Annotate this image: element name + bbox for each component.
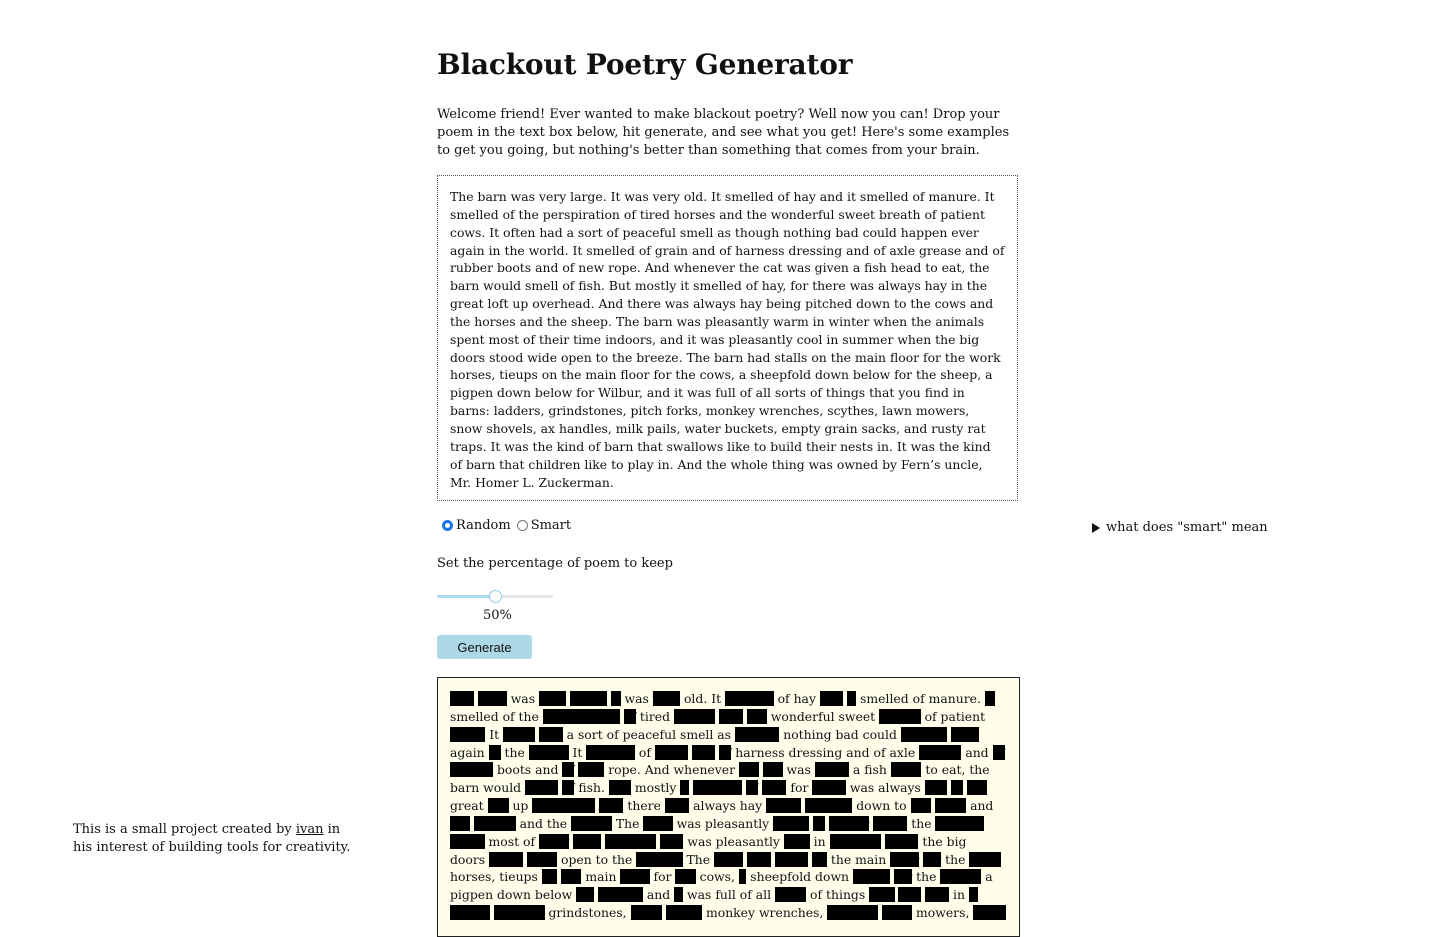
kept-text: monkey wrenches,	[702, 905, 828, 921]
blacked-out-word: grain	[654, 744, 689, 760]
kept-text: open to the	[557, 851, 637, 867]
kept-text: again	[450, 744, 489, 760]
kept-text: up	[508, 798, 533, 814]
blacked-out-word: had	[747, 851, 771, 867]
blacked-out-word: lawn	[882, 905, 913, 921]
blacked-out-word: It	[984, 691, 995, 706]
kept-text: of hay	[773, 691, 820, 706]
poem-input[interactable]: The barn was very large. It was very old. It smelled of hay and it smelled of manure. It smelled of the perspiration of tired horses and the wonderful sweet breath of patient cows. It often had a sort of peaceful smell as though nothing bad could happen ever again in the world. It smelled of grain and of harness dressing and of axle grease and of rubber boots and of new rope. And whenever the cat was given a fish head to eat, the barn would smell of fish. But mostly it smelled of hay, for there was always hay in the great loft up overhead. And there was always hay being pitched down to the cows and the horses and the sheep. The barn was pleasantly warm in winter when the animals spent most of their time indoors, and it was pleasantly cool in summer when the big doors stood wide open to the breeze. The barn had stalls on the main floor for the work horses, tieups on the main floor for the cows, a sheepfold down below for the sheep, a pigpen down below for Wilbur, and it was full of all sorts of things that you find in barns: ladders, grindstones, pitch forks, monkey wrenches, scythes, lawn mowers, snow shovels, ax handles, milk pails, water buckets, empty grain sacks, and rusty rat traps. It was the kind of barn that swallows like to build their nests in. It was the kind of barn that children like to play in. And the whole thing was owned by Fern’s uncle, Mr. Homer L. Zuckerman.	[437, 175, 1018, 501]
blacked-out-word: breath	[879, 708, 921, 724]
blacked-out-word: smell	[525, 780, 559, 796]
blacked-out-word: it	[968, 887, 978, 903]
blacked-out-word: work	[969, 851, 1001, 867]
blacked-out-word: pitched	[805, 798, 853, 814]
footer-text	[73, 821, 363, 857]
blacked-out-word: for	[923, 851, 942, 867]
blacked-out-word: the	[450, 815, 471, 831]
blacked-out-word: floor	[890, 851, 920, 867]
kept-text: nothing bad could	[779, 726, 901, 742]
blackout-output	[437, 677, 1020, 937]
kept-text: old. It	[680, 691, 726, 706]
kept-text: fish.	[574, 780, 609, 796]
blacked-out-word: very	[539, 691, 567, 706]
kept-text: the	[941, 851, 970, 867]
blacked-out-word: though	[734, 726, 780, 742]
blacked-out-word: cool	[783, 833, 810, 849]
blacked-out-word: smelled	[586, 744, 635, 760]
kept-text: and	[961, 744, 993, 760]
blacked-out-word: barn	[477, 691, 507, 706]
kept-text: wonderful sweet	[766, 708, 880, 724]
output-line	[450, 886, 1007, 904]
blacked-out-word: But	[608, 780, 631, 796]
blacked-out-word: on	[811, 851, 827, 867]
blacked-out-word: horses	[673, 708, 716, 724]
blacked-out-word: cows.	[450, 726, 486, 742]
blacked-out-word: and	[660, 833, 684, 849]
output-line	[450, 868, 1007, 886]
kept-text: tired	[635, 708, 674, 724]
blacked-out-word: large.	[570, 691, 607, 706]
blacked-out-word: warm	[773, 815, 809, 831]
blacked-out-word: you	[898, 887, 921, 903]
blacked-out-word: of	[719, 744, 732, 760]
blacked-out-word: when	[884, 833, 919, 849]
kept-text: for	[649, 869, 676, 885]
blacked-out-word: And	[598, 798, 624, 814]
blacked-out-word: that	[869, 887, 895, 903]
kept-text: a fish	[848, 762, 891, 778]
blacked-out-word: perspiration	[542, 708, 620, 724]
keep-percentage-slider[interactable]	[437, 590, 553, 602]
kept-text: pigpen down below	[450, 887, 577, 903]
kept-text: rope. And whenever	[604, 762, 739, 778]
blacked-out-word: wide	[527, 851, 558, 867]
blacked-out-word: winter	[828, 815, 870, 831]
kept-text: The	[611, 815, 644, 831]
kept-text: in	[809, 833, 830, 849]
mode-selector	[437, 518, 572, 533]
output-line	[450, 690, 1007, 708]
output-line	[450, 851, 1007, 869]
blacked-out-word: their	[539, 833, 570, 849]
blacked-out-word: of	[562, 780, 575, 796]
blacked-out-word: for	[894, 869, 913, 885]
kept-text: The	[682, 851, 715, 867]
output-line	[450, 779, 1007, 797]
random-label[interactable]: Random	[456, 518, 511, 533]
blacked-out-word: had	[539, 726, 563, 742]
blacked-out-word: there	[812, 780, 846, 796]
blacked-out-word: scythes,	[827, 905, 879, 921]
blacked-out-word: stalls	[774, 851, 808, 867]
percentage-label: Set the percentage of poem to keep	[437, 556, 673, 571]
blacked-out-word: on	[541, 869, 558, 885]
kept-text: smelled of the	[450, 708, 543, 724]
blacked-out-word: sorts	[775, 887, 807, 903]
blacked-out-word: and	[719, 708, 743, 724]
blacked-out-word: of	[992, 744, 1005, 760]
blacked-out-word: barn	[643, 815, 673, 831]
blacked-out-word: summer	[829, 833, 881, 849]
blacked-out-word: for	[576, 887, 595, 903]
kept-text: was full of all	[683, 887, 776, 903]
kept-text: It	[485, 726, 504, 742]
kept-text: was always	[845, 780, 925, 796]
blacked-out-word: in	[951, 780, 964, 796]
kept-text: was	[782, 762, 815, 778]
blacked-out-word: sheep,	[940, 869, 982, 885]
blacked-out-word: hay	[924, 780, 948, 796]
blacked-out-word: the	[675, 869, 696, 885]
blacked-out-word: the	[561, 869, 582, 885]
blacked-out-word: snow	[973, 905, 1006, 921]
author-link[interactable]: ivan	[295, 822, 324, 837]
smart-label[interactable]: Smart	[530, 518, 572, 533]
output-line	[450, 833, 1007, 851]
kept-text: horses, tieups	[450, 869, 542, 885]
blacked-out-word: the	[738, 762, 760, 778]
blacked-out-word: below	[852, 869, 891, 885]
blacked-out-word: smelled	[693, 780, 742, 796]
blacked-out-word: It	[610, 691, 621, 706]
output-line	[450, 761, 1007, 779]
blacked-out-word: the	[967, 780, 988, 796]
blacked-out-word: in	[488, 744, 501, 760]
blacked-out-word: grease	[919, 744, 962, 760]
blacked-out-word: head	[890, 762, 922, 778]
kept-text: was pleasantly	[672, 815, 774, 831]
kept-text: most of	[484, 833, 540, 849]
blacked-out-word: indoors,	[605, 833, 657, 849]
blacked-out-word: Wilbur,	[598, 887, 643, 903]
generate-button[interactable]: Generate	[437, 635, 532, 659]
blacked-out-word: ever	[951, 726, 979, 742]
blacked-out-word: being	[766, 798, 802, 814]
blacked-out-word: happen	[900, 726, 948, 742]
output-line	[450, 797, 1007, 815]
blacked-out-word: when	[873, 815, 908, 831]
blacked-out-word: a	[738, 869, 747, 885]
output-line	[450, 815, 1007, 833]
kept-text: of patient	[920, 708, 986, 724]
blacked-out-word: the	[746, 708, 767, 724]
kept-text: there	[623, 798, 665, 814]
kept-text: for	[786, 780, 813, 796]
kept-text: barn would	[450, 780, 526, 796]
blacked-out-word: cows	[934, 798, 967, 814]
kept-text: main	[581, 869, 621, 885]
kept-text: of things	[806, 887, 870, 903]
blacked-out-word: it	[847, 691, 857, 706]
kept-text: the main	[826, 851, 891, 867]
blacked-out-word: floor	[620, 869, 650, 885]
blacked-out-word: barns:	[450, 905, 490, 921]
blacked-out-word: find	[924, 887, 950, 903]
blacked-out-word: smelled	[725, 691, 774, 706]
output-line	[450, 904, 1007, 922]
kept-text: was	[506, 691, 539, 706]
kept-text: a sort of peaceful smell as	[562, 726, 735, 742]
blacked-out-word: it	[674, 887, 684, 903]
random-radio[interactable]	[442, 520, 453, 531]
blacked-out-word: the	[910, 798, 931, 814]
kept-text: of	[634, 744, 655, 760]
blacked-out-word: and	[692, 744, 716, 760]
blacked-out-word: cat	[763, 762, 783, 778]
blacked-out-word: horses	[474, 815, 516, 831]
kept-text: It	[568, 744, 587, 760]
output-line	[450, 726, 1007, 744]
blacked-out-word: breeze.	[636, 851, 683, 867]
kept-text: harness dressing and of axle	[731, 744, 920, 760]
kept-text: mowers,	[912, 905, 974, 921]
kept-text: the big	[918, 833, 967, 849]
kept-text: and the	[515, 815, 572, 831]
blacked-out-word: in	[812, 815, 825, 831]
blacked-out-word: was	[664, 798, 690, 814]
blacked-out-word: overhead.	[532, 798, 595, 814]
kept-text: boots and	[493, 762, 563, 778]
kept-text: to eat, the	[921, 762, 990, 778]
kept-text: the	[912, 869, 941, 885]
blacked-out-word: and	[819, 691, 844, 706]
blacked-out-word: sheep.	[571, 815, 612, 831]
blacked-out-word: pitch	[630, 905, 663, 921]
blacked-out-word: hay,	[761, 780, 787, 796]
blacked-out-word: stood	[489, 851, 524, 867]
slider-thumb[interactable]	[489, 590, 502, 603]
blacked-out-word: loft	[487, 798, 509, 814]
slider-fill	[437, 595, 495, 598]
kept-text: a	[981, 869, 993, 885]
output-line	[450, 744, 1007, 762]
kept-text: cows,	[695, 869, 739, 885]
kept-text: and	[642, 887, 675, 903]
blacked-out-word: spent	[450, 833, 485, 849]
blacked-out-word: of	[623, 708, 636, 724]
blacked-out-word: it	[680, 780, 690, 796]
kept-text: down to	[852, 798, 911, 814]
kept-text: was	[620, 691, 653, 706]
kept-text: the	[907, 815, 936, 831]
disclosure-triangle-icon[interactable]	[1092, 523, 1100, 533]
kept-text: in	[949, 887, 969, 903]
blacked-out-word: very	[652, 691, 681, 706]
blacked-out-word: of	[745, 780, 758, 796]
blacked-out-word: animals	[935, 815, 985, 831]
smart-radio[interactable]	[517, 520, 528, 531]
blacked-out-word: new	[578, 762, 605, 778]
kept-text: grindstones,	[544, 905, 631, 921]
blacked-out-word: given	[814, 762, 849, 778]
blacked-out-word: time	[573, 833, 602, 849]
footer-text-after: in his interest of building tools for creativity.	[73, 822, 351, 855]
blacked-out-word: world.	[528, 744, 569, 760]
kept-text: always hay	[689, 798, 767, 814]
smart-info-label[interactable]: what does "smart" mean	[1106, 520, 1268, 535]
kept-text: mostly	[630, 780, 681, 796]
blacked-out-word: forks,	[666, 905, 703, 921]
kept-text: the	[500, 744, 529, 760]
blacked-out-word: ladders,	[493, 905, 545, 921]
intro-text: Welcome friend! Ever wanted to make blackout poetry? Well now you can! Drop your poem in the text box below, hit generate, and see what you get! Here's some examples to get you going, but nothing's better than something that comes from your brain.	[437, 107, 1010, 158]
kept-text: was pleasantly	[683, 833, 784, 849]
blacked-out-word: often	[503, 726, 536, 742]
kept-text: doors	[450, 851, 490, 867]
page-title: Blackout Poetry Generator	[437, 48, 853, 81]
blacked-out-word: barn	[714, 851, 744, 867]
kept-text: great	[450, 798, 488, 814]
blacked-out-word: rubber	[450, 762, 494, 778]
blacked-out-word: of	[562, 762, 575, 778]
smart-info-disclosure[interactable]	[1092, 520, 1268, 535]
slider-value: 50%	[483, 608, 512, 623]
kept-text: and	[966, 798, 994, 814]
kept-text: smelled of manure.	[856, 691, 985, 706]
kept-text: sheepfold down	[746, 869, 853, 885]
footer-text-before: This is a small project created by	[73, 822, 296, 837]
blacked-out-word: The	[450, 691, 474, 706]
output-line	[450, 708, 1007, 726]
